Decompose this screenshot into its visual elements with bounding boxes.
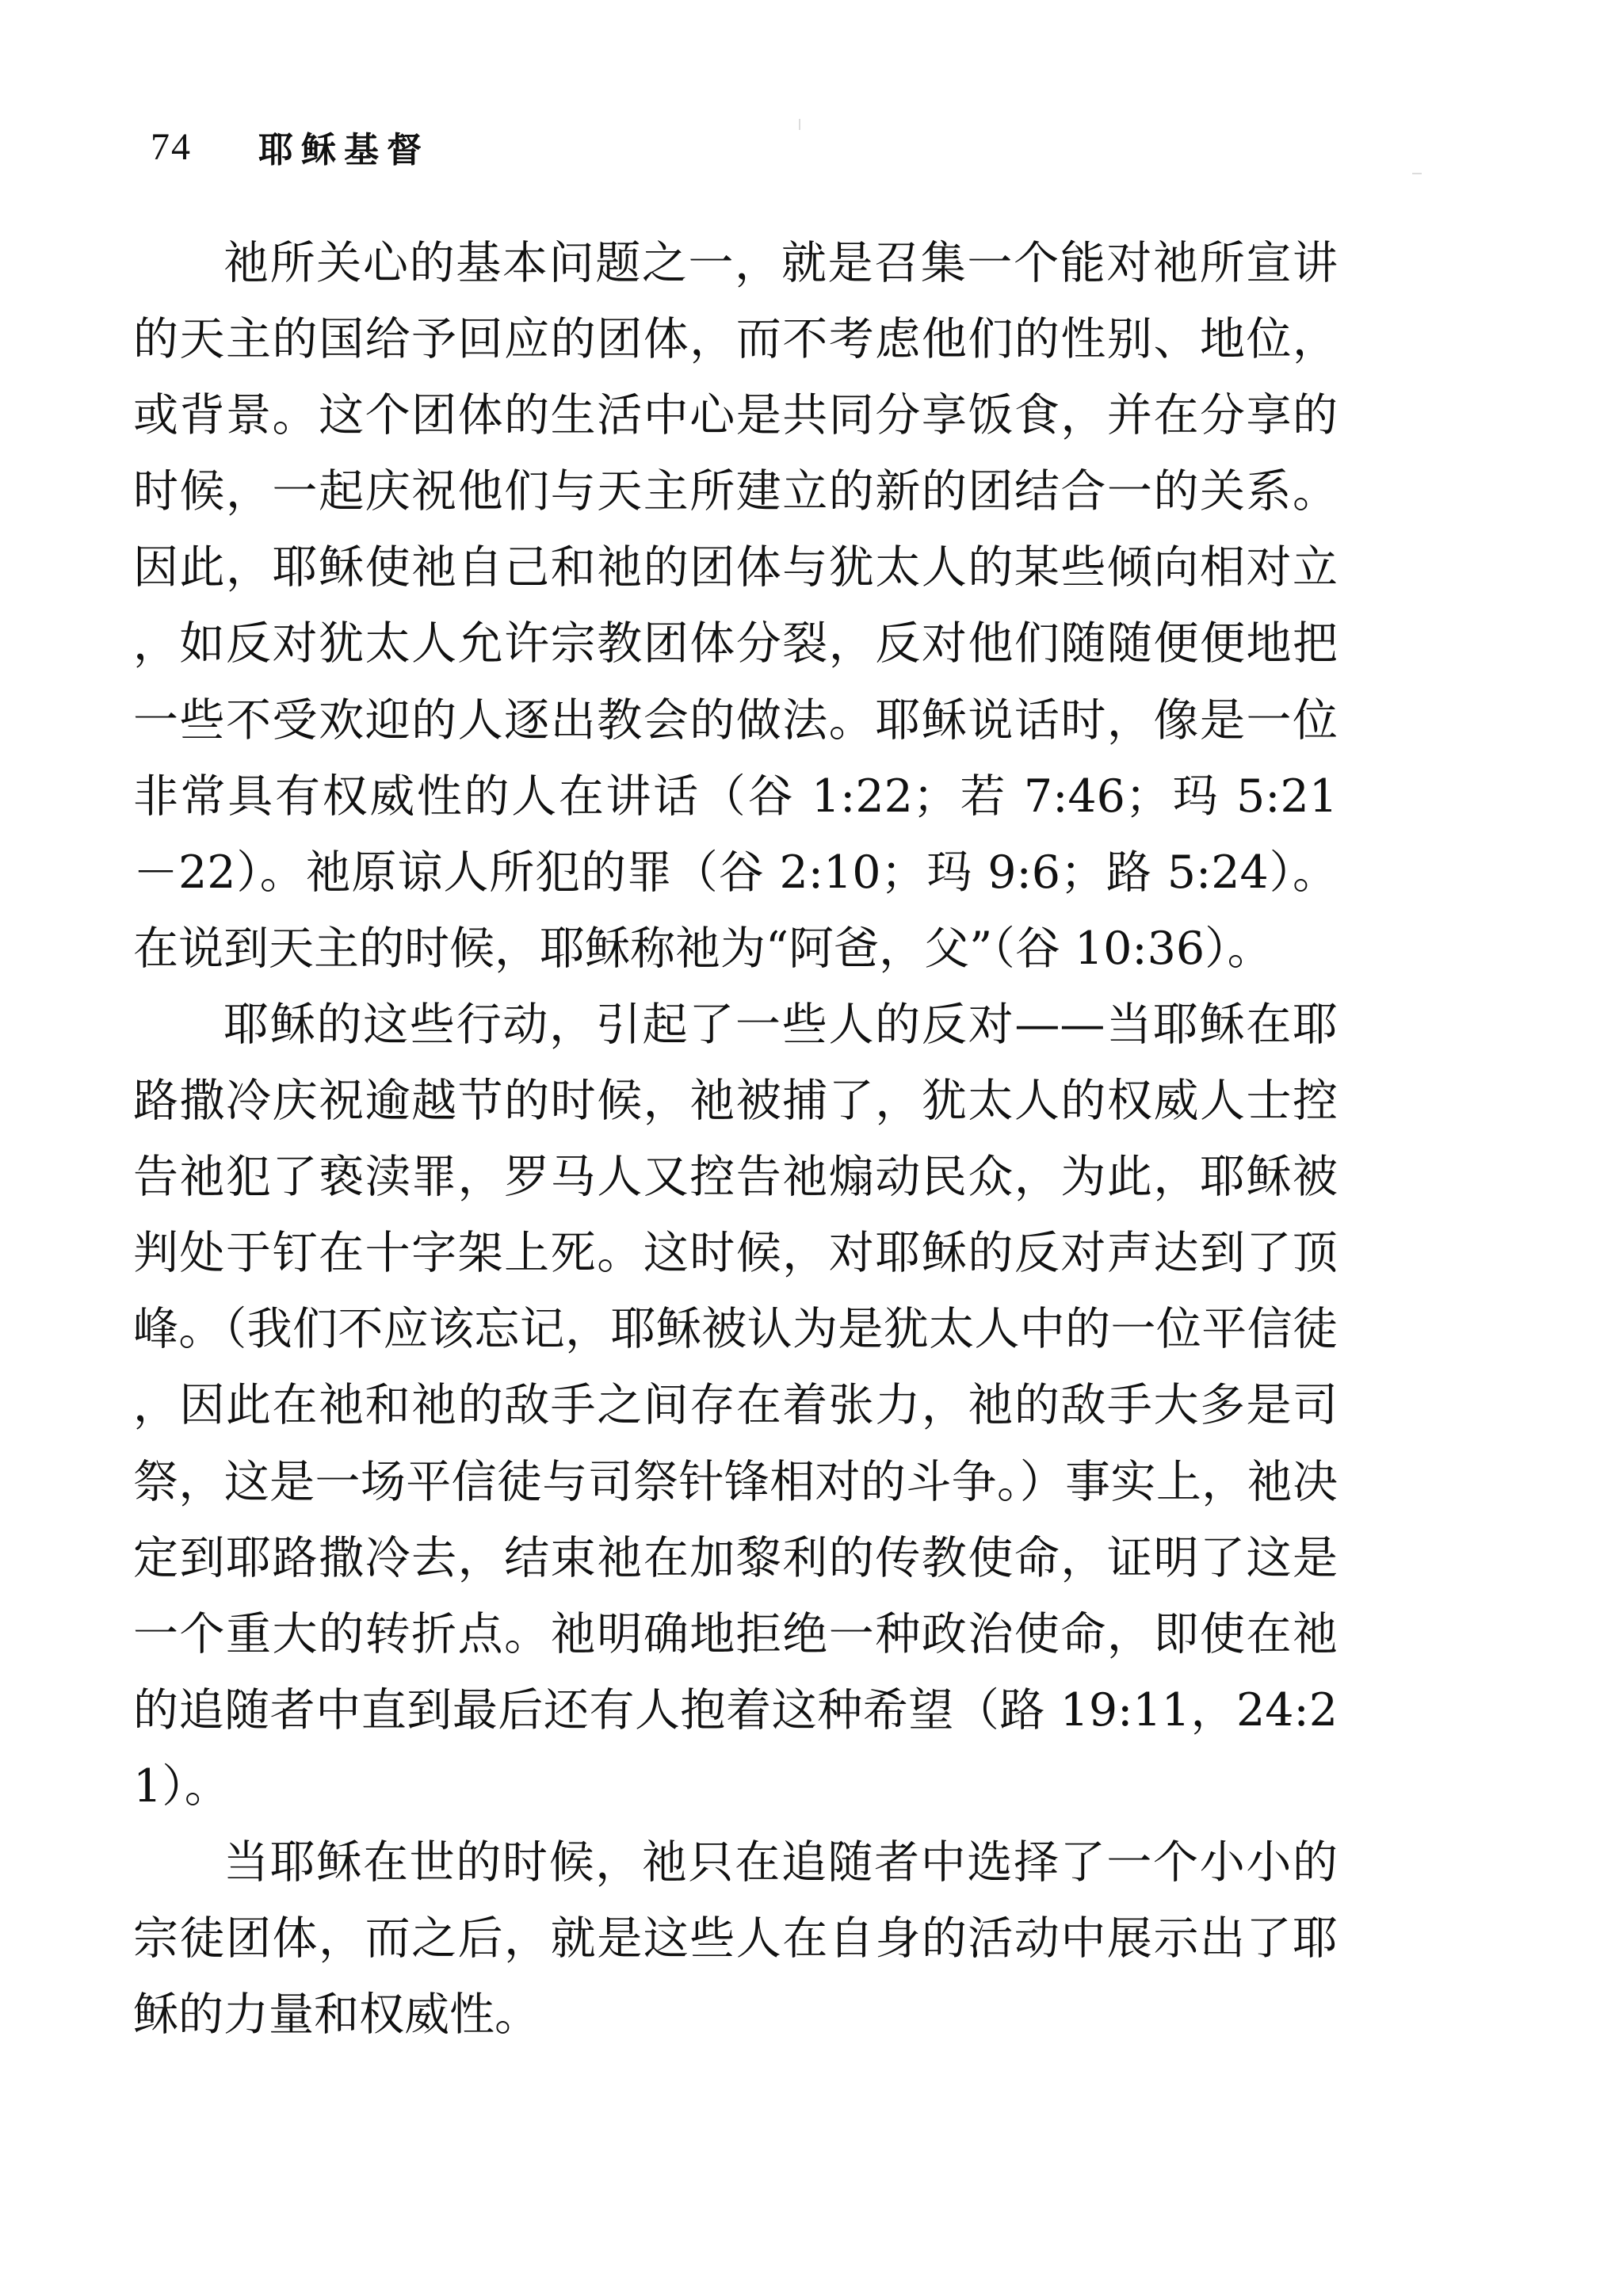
scan-mark-top — [799, 119, 800, 130]
paragraph-3: 当耶稣在世的时候，祂只在追随者中选择了一个小小的宗徒团体，而之后，就是这些人在自身的活动中展示出了耶稣的力量和权威性。 — [133, 1836, 1338, 2042]
running-head — [151, 119, 430, 174]
paragraph-1: 祂所关心的基本问题之一，就是召集一个能对祂所宣讲的天主的国给予回应的团体，而不考虑他们的性别、地位，或背景。这个团体的生活中心是共同分享饭食，并在分享的时候，一起庆祝他们与天主所建立的新的团结合一的关系。因此，耶稣使祂自己和祂的团体与犹太人的某些倾向相对立，如反对犹太人允许宗教团体分裂，反对他们随随便便地把一些不受欢迎的人逐出教会的做法。耶稣说话时，像是一位非常具有权威性的人在讲话（谷 1:22；若 7:46；玛 5:21－22）。祂原谅人所犯的罪（谷 2:10；玛 9:6；路 5:24）。在说到天主的时候，耶稣称祂为“阿爸，父”（谷 10:36）。 — [133, 237, 1338, 975]
running-title: 耶稣基督 — [258, 130, 430, 170]
scan-mark-right — [1412, 173, 1422, 174]
paragraph-2: 耶稣的这些行动，引起了一些人的反对——当耶稣在耶路撒冷庆祝逾越节的时候，祂被捕了，犹太人的权威人士控告祂犯了亵渎罪，罗马人又控告祂煽动民众，为此，耶稣被判处于钉在十字架上死。这时候，对耶稣的反对声达到了顶峰。（我们不应该忘记，耶稣被认为是犹太人中的一位平信徒，因此在祂和祂的敌手之间存在着张力，祂的敌手大多是司祭，这是一场平信徒与司祭针锋相对的斗争。）事实上，祂决定到耶路撒冷去，结束祂在加黎利的传教使命，证明了这是一个重大的转折点。祂明确地拒绝一种政治使命，即使在祂的追随者中直到最后还有人抱着这种希望（路 19:11，24:21）。 — [133, 998, 1338, 1813]
page-number: 74 — [151, 125, 192, 168]
body-text — [133, 225, 1338, 2053]
